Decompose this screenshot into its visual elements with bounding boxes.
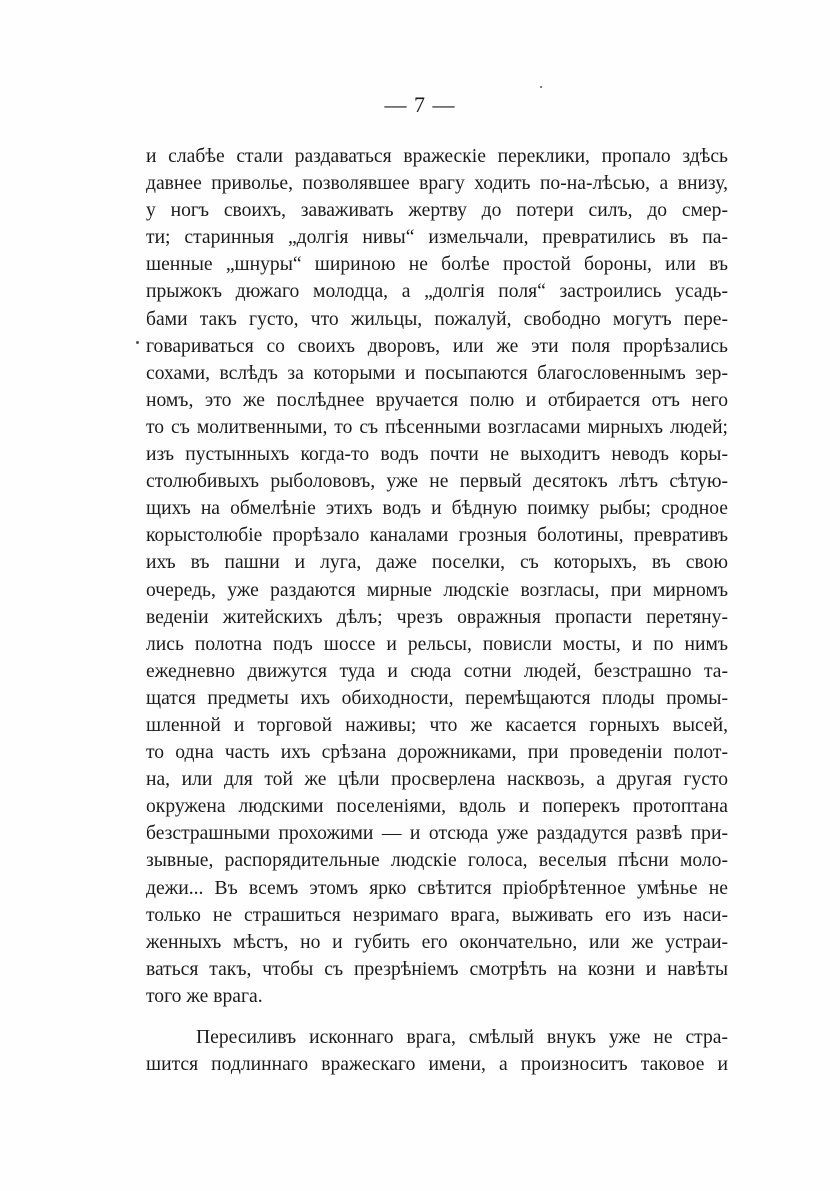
text-line: то съ молитвенными, то съ пѣсенными возгласами мирныхъ людей; xyxy=(146,416,728,438)
text-line: то одна часть ихъ срѣзана дорожниками, при проведеніи полот- xyxy=(146,742,728,764)
text-line: только не страшиться незримаго врага, выживать его изъ наси- xyxy=(146,904,728,926)
text-line: и слабѣе стали раздаваться вражескіе переклики, пропало здѣсь xyxy=(146,146,728,167)
text-line: корыстолюбіе прорѣзало каналами грозныя болотины, превративъ xyxy=(146,525,728,547)
text-line: щатся предметы ихъ обиходности, перемѣщаются плоды промы- xyxy=(146,687,728,709)
paragraph-1 xyxy=(146,143,728,1010)
text-line: ти; старинныя „долгія нивы“ измельчали, превратились въ па- xyxy=(146,227,728,249)
text-line: веденіи житейскихъ дѣлъ; чрезъ овражныя пропасти перетяну- xyxy=(146,606,728,628)
text-line: давнее приволье, позволявшее врагу ходить по-на-лѣсью, а внизу, xyxy=(146,173,728,195)
text-line: щихъ на обмелѣніе этихъ водъ и бѣдную поимку рыбы; сродное xyxy=(146,498,728,520)
page-number: — 7 — xyxy=(384,92,456,117)
print-speck xyxy=(136,341,139,344)
text-line: бами такъ густо, что жильцы, пожалуй, свободно могутъ пере- xyxy=(146,308,728,330)
body-text xyxy=(146,143,728,1078)
text-line: на, или для той же цѣли просверлена насквозь, а другая густо xyxy=(146,769,728,791)
text-line: ваться такъ, чтобы съ презрѣніемъ смотрѣть на козни и навѣты xyxy=(146,958,728,980)
text-line: шенные „шнуры“ шириною не болѣе простой бороны, или въ xyxy=(146,254,728,276)
text-line: Пересиливъ исконнаго врага, смѣлый внукъ уже не стра- xyxy=(196,1027,728,1048)
text-line: говариваться со своихъ дворовъ, или же эти поля прорѣзались xyxy=(146,335,728,357)
text-line: у ногъ своихъ, заваживать жертву до потери силъ, до смер- xyxy=(146,200,728,222)
text-line: лись полотна подъ шоссе и рельсы, повисли мосты, и по нимъ xyxy=(146,633,728,655)
text-line: столюбивыхъ рыболововъ, уже не первый десятокъ лѣтъ сѣтую- xyxy=(146,471,728,493)
paragraph-gap xyxy=(146,1010,728,1024)
text-line: сохами, вслѣдъ за которыми и посыпаются благословеннымъ зер- xyxy=(146,362,728,384)
text-line: того же врага. xyxy=(146,985,263,1007)
text-line: очередь, уже раздаются мирные людскіе возгласы, при мирномъ xyxy=(146,579,728,601)
text-line: женныхъ мѣстъ, но и губить его окончательно, или же устраи- xyxy=(146,931,728,953)
print-speck xyxy=(540,86,542,88)
text-line: ежедневно движутся туда и сюда сотни людей, безстрашно та- xyxy=(146,660,728,682)
text-line: окружена людскими поселеніями, вдоль и поперекъ протоптана xyxy=(146,796,728,818)
text-line: ихъ въ пашни и луга, даже поселки, съ которыхъ, въ свою xyxy=(146,552,728,574)
text-line: шится подлиннаго вражескаго имени, а произноситъ таковое и xyxy=(146,1054,728,1076)
paragraph-2 xyxy=(146,1024,728,1078)
text-line: шленной и торговой наживы; что же касается горныхъ высей, xyxy=(146,714,728,736)
text-line: номъ, это же послѣднее вручается полю и отбирается отъ него xyxy=(146,389,728,411)
text-line: зывные, распорядительные людскіе голоса, веселыя пѣсни моло- xyxy=(146,850,728,872)
text-line: дежи... Въ всемъ этомъ ярко свѣтится пріобрѣтенное умѣнье не xyxy=(146,877,728,899)
text-line: прыжокъ дюжаго молодца, а „долгія поля“ застроились усадь- xyxy=(146,281,728,303)
text-line: изъ пустынныхъ когда-то водъ почти не выходитъ неводъ коры- xyxy=(146,444,728,466)
text-line: безстрашными прохожими — и отсюда уже раздадутся развѣ при- xyxy=(146,823,728,845)
